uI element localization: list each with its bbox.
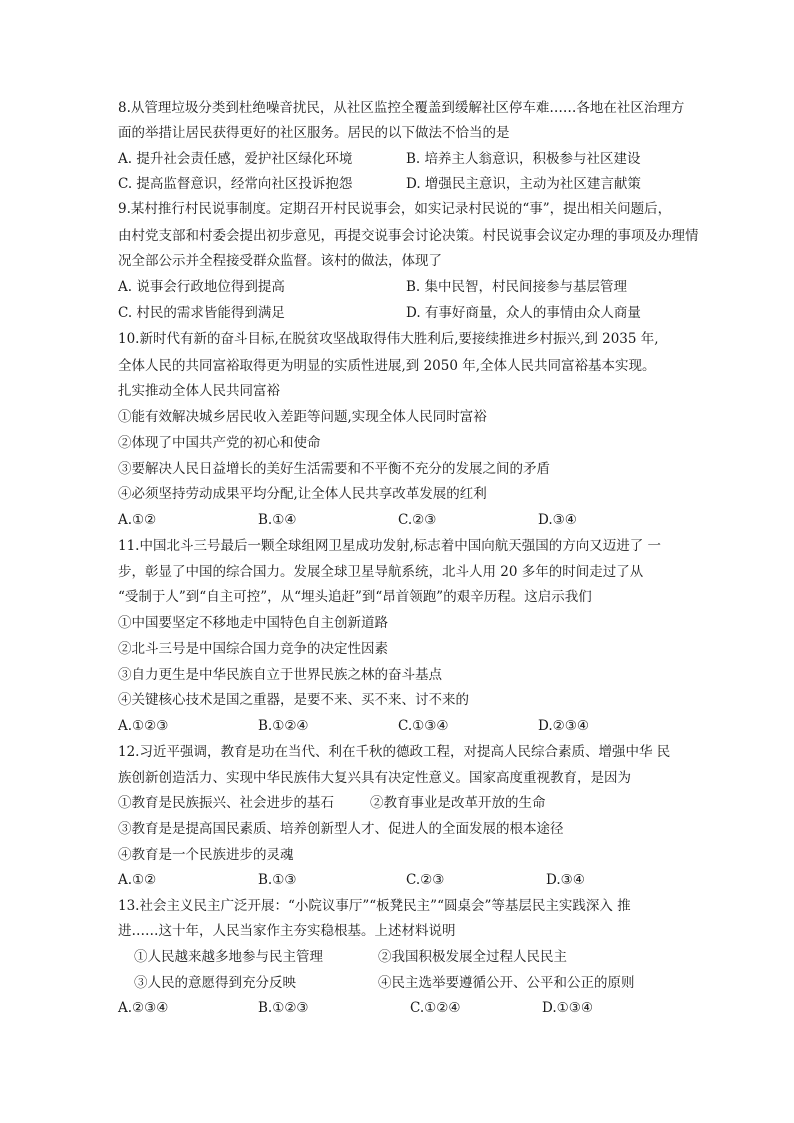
q8-stem-line-2: 面的举措让居民获得更好的社区服务。居民的以下做法不恰当的是 bbox=[118, 125, 510, 141]
q11-statement-3: ③自力更生是中华民族自立于世界民族之林的奋斗基点 bbox=[118, 667, 442, 683]
q12-option-d: D.③④ bbox=[546, 872, 585, 888]
q10-statement-4: ④必须坚持劳动成果平均分配,让全体人民共享改革发展的红利 bbox=[118, 486, 487, 502]
q12-option-c: C.②③ bbox=[406, 872, 445, 888]
q13-stem-line-2: 进……这十年，人民当家作主夯实稳根基。上述材料说明 bbox=[118, 923, 456, 939]
q10-option-c: C.②③ bbox=[398, 512, 437, 528]
q12-statement-4: ④教育是一个民族进步的灵魂 bbox=[118, 847, 294, 863]
q11-statement-4: ④关键核心技术是国之重器，是要不来、买不来、讨不来的 bbox=[118, 692, 469, 708]
q13-statement-1: ①人民越来越多地参与民主管理 bbox=[134, 949, 323, 965]
q13-option-b: B.①②③ bbox=[258, 1000, 309, 1016]
q10-stem-line-1: 10.新时代有新的奋斗目标,在脱贫攻坚战取得伟大胜利后,要接续推进乡村振兴,到 2035 年, bbox=[118, 331, 659, 347]
q11-statement-1: ①中国要坚定不移地走中国特色自主创新道路 bbox=[118, 615, 388, 631]
q13-statement-2: ②我国积极发展全过程人民民主 bbox=[378, 949, 567, 965]
q10-statement-1: ①能有效解决城乡居民收入差距等问题,实现全体人民同时富裕 bbox=[118, 409, 487, 425]
q11-option-a: A.①②③ bbox=[118, 718, 169, 734]
q11-option-b: B.①②④ bbox=[258, 718, 309, 734]
q11-stem-line-1: 11.中国北斗三号最后一颗全球组网卫星成功发射,标志着中国向航天强国的方向又迈进了 一 bbox=[118, 538, 662, 554]
q11-option-c: C.①③④ bbox=[398, 718, 449, 734]
q8-option-b: B. 培养主人翁意识，积极参与社区建设 bbox=[406, 151, 641, 167]
q11-stem-line-3: “受制于人”到“自主可控”，从“埋头追赶”到“昂首领跑”的艰辛历程。这启示我们 bbox=[118, 589, 592, 605]
q8-option-d: D. 增强民主意识，主动为社区建言献策 bbox=[406, 176, 641, 192]
q13-statement-3: ③人民的意愿得到充分反映 bbox=[134, 975, 296, 991]
q8-stem-line-1: 8.从管理垃圾分类到杜绝噪音扰民，从社区监控全覆盖到缓解社区停车难……各地在社区治理方 bbox=[118, 100, 685, 116]
q9-option-c: C. 村民的需求皆能得到满足 bbox=[118, 305, 285, 321]
q13-option-d: D.①③④ bbox=[542, 1000, 593, 1016]
q12-statement-2: ②教育事业是改革开放的生命 bbox=[370, 795, 546, 811]
q12-option-b: B.①③ bbox=[258, 872, 297, 888]
q11-stem-line-2: 步，彰显了中国的综合国力。发展全球卫星导航系统，北斗人用 20 多年的时间走过了从 bbox=[118, 564, 644, 580]
q9-option-d: D. 有事好商量，众人的事情由众人商量 bbox=[406, 305, 641, 321]
q12-stem-line-1: 12.习近平强调，教育是功在当代、利在千秋的德政工程，对提高人民综合素质、增强中华 民 bbox=[118, 744, 671, 760]
q11-statement-2: ②北斗三号是中国综合国力竞争的决定性因素 bbox=[118, 641, 388, 657]
q12-statement-1: ①教育是民族振兴、社会进步的基石 bbox=[118, 795, 334, 811]
q10-option-b: B.①④ bbox=[258, 512, 297, 528]
q10-statement-3: ③要解决人民日益增长的美好生活需要和不平衡不充分的发展之间的矛盾 bbox=[118, 461, 550, 477]
q8-option-a: A. 提升社会责任感，爱护社区绿化环境 bbox=[118, 151, 353, 167]
q10-stem-line-3: 扎实推动全体人民共同富裕 bbox=[118, 383, 280, 399]
q9-stem-line-1: 9.某村推行村民说事制度。定期召开村民说事会，如实记录村民说的“事”，提出相关问题后， bbox=[118, 201, 672, 217]
q10-stem-line-2: 全体人民的共同富裕取得更为明显的实质性进展,到 2050 年,全体人民共同富裕基本实现。 bbox=[118, 358, 656, 374]
q13-stem-line-1: 13.社会主义民主广泛开展：“小院议事厅”“板凳民主”“圆桌会”等基层民主实践深入 推 bbox=[118, 898, 631, 914]
q9-stem-line-3: 况全部公示并全程接受群众监督。该村的做法，体现了 bbox=[118, 253, 442, 269]
q13-option-c: C.①②④ bbox=[410, 1000, 461, 1016]
q10-option-d: D.③④ bbox=[538, 512, 577, 528]
q13-statement-4: ④民主选举要遵循公开、公平和公正的原则 bbox=[378, 975, 635, 991]
q10-statement-2: ②体现了中国共产党的初心和使命 bbox=[118, 435, 321, 451]
q11-option-d: D.②③④ bbox=[538, 718, 589, 734]
q9-option-a: A. 说事会行政地位得到提高 bbox=[118, 279, 285, 295]
q10-option-a: A.①② bbox=[118, 512, 157, 528]
q12-option-a: A.①② bbox=[118, 872, 157, 888]
q8-option-c: C. 提高监督意识，经常向社区投诉抱怨 bbox=[118, 176, 353, 192]
q9-stem-line-2: 由村党支部和村委会提出初步意见，再提交说事会讨论决策。村民说事会议定办理的事项及办理情 bbox=[118, 228, 699, 244]
q12-stem-line-2: 族创新创造活力、实现中华民族伟大复兴具有决定性意义。国家高度重视教育，是因为 bbox=[118, 770, 631, 786]
q13-option-a: A.②③④ bbox=[118, 1000, 169, 1016]
q12-statement-3: ③教育是是提高国民素质、培养创新型人才、促进人的全面发展的根本途径 bbox=[118, 821, 564, 837]
q9-option-b: B. 集中民智，村民间接参与基层管理 bbox=[406, 279, 628, 295]
